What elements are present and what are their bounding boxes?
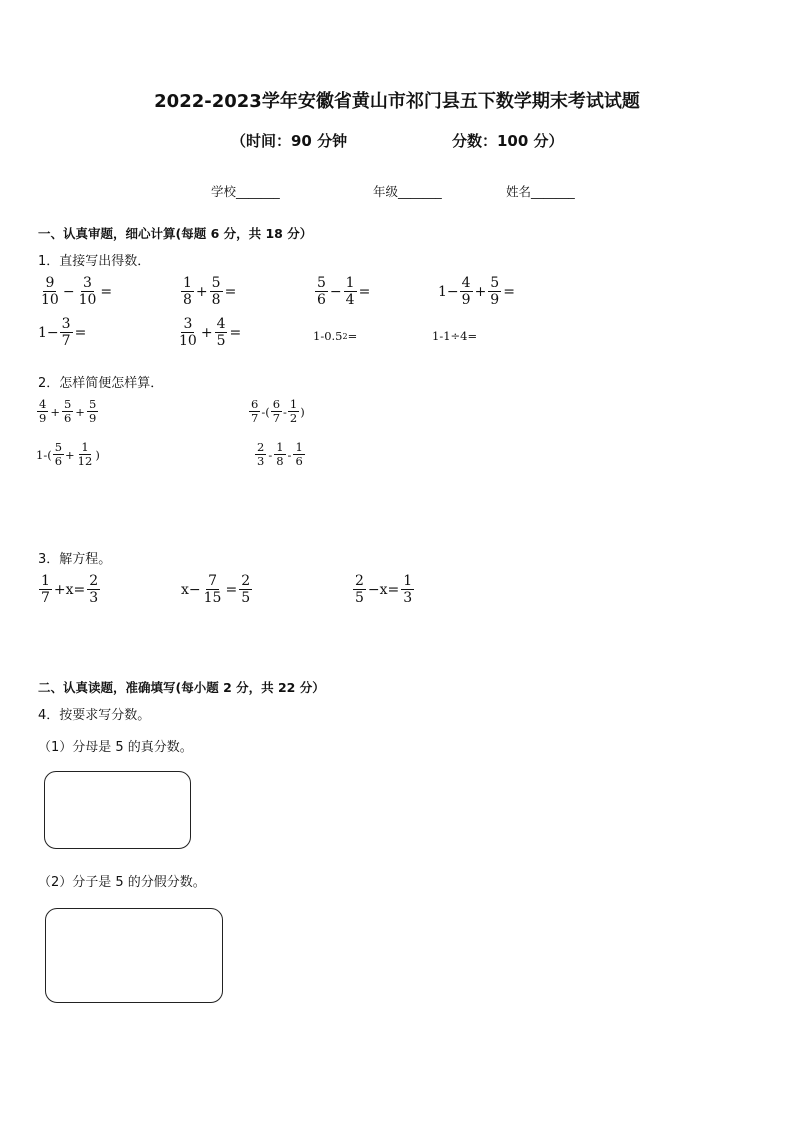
q1-expr-5: 1− $\frac{3}{7}$ = — [38, 316, 87, 350]
answer-box-2[interactable] — [45, 908, 223, 1003]
question-4-part-2: （2）分子是 5 的分假分数。 — [38, 875, 206, 890]
page-title: 2022-2023学年安徽省黄山市祁门县五下数学期末考试试题 — [154, 91, 640, 112]
question-4-part-1: （1）分母是 5 的真分数。 — [38, 740, 193, 755]
question-1-label: 1．直接写出得数． — [38, 254, 151, 269]
question-4-label: 4．按要求写分数。 — [38, 708, 151, 723]
q1-expr-4: 1− $\frac{4}{9}$ + $\frac{5}{9}$ = — [438, 275, 515, 309]
school-field: 学校_______ — [211, 184, 280, 199]
q2-expr-1: $\frac{4}{9}$ + $\frac{5}{6}$ + $\frac{5}{9}$ — [39, 397, 97, 426]
exam-score: 分数：100 分） — [452, 132, 564, 150]
exam-time: （时间：90 分钟 — [231, 132, 348, 150]
q1-expr-2: $\frac{1}{8}$ + $\frac{5}{8}$ = — [183, 275, 237, 309]
answer-box-1[interactable] — [44, 771, 191, 849]
q1-expr-6: $\frac{3}{10}$ + $\frac{4}{5}$ = — [179, 316, 242, 350]
q1-expr-7: 1-0.5 2 = — [313, 329, 358, 343]
q1-expr-8: 1-1÷4= — [432, 329, 478, 343]
q2-expr-4: $\frac{2}{3}$ - $\frac{1}{8}$ - $\frac{1}{6}$ — [257, 440, 303, 469]
q3-equation-1: $\frac{1}{7}$ +x= $\frac{2}{3}$ — [41, 573, 99, 607]
section-2-title: 二、认真读题，准确填写(每小题 2 分，共 22 分） — [38, 680, 325, 695]
q3-equation-2: x− $\frac{7}{15}$ = $\frac{2}{5}$ — [181, 573, 251, 607]
question-2-label: 2．怎样简便怎样算． — [38, 376, 164, 391]
name-field: 姓名_______ — [506, 184, 575, 199]
grade-field: 年级_______ — [373, 184, 442, 199]
q3-equation-3: $\frac{2}{5}$ −x= $\frac{1}{3}$ — [355, 573, 413, 607]
q1-expr-1: $\frac{9}{10}$ − $\frac{3}{10}$ = — [41, 275, 113, 309]
question-3-label: 3．解方程。 — [38, 552, 112, 567]
q1-expr-3: $\frac{5}{6}$ − $\frac{1}{4}$ = — [317, 275, 371, 309]
q2-expr-3: 1-( $\frac{5}{6}$ + $\frac{1}{12}$ ) — [36, 440, 100, 469]
q2-expr-2: $\frac{6}{7}$ -( $\frac{6}{7}$ - $\frac{1}{2}$ ) — [251, 397, 305, 426]
section-1-title: 一、认真审题，细心计算(每题 6 分，共 18 分） — [38, 226, 313, 241]
